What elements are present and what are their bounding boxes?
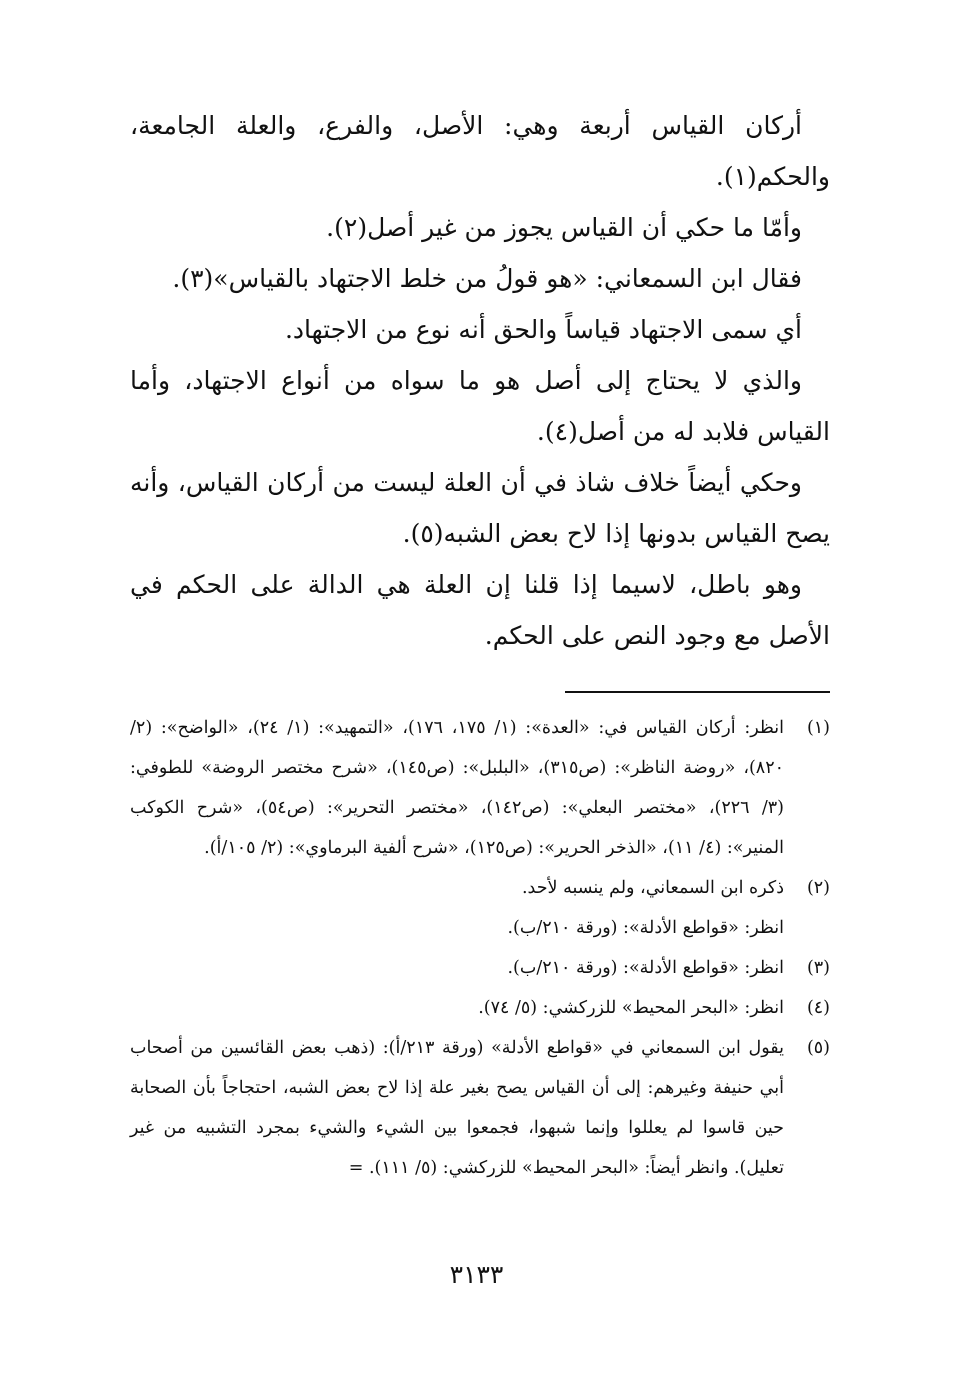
footnote-separator <box>565 691 830 693</box>
paragraph: وأمّا ما حكي أن القياس يجوز من غير أصل(٢). <box>326 213 802 242</box>
footnote-text: يقول ابن السمعاني في «قواطع الأدلة» (ورقة ٢١٣/أ): (ذهب بعض القائسين من أصحاب أبي حنيفة وغيرهم: إلى أن القياس يصح بغير علة إذا لاح بعض الشبه، احتجاجاً بأن الصحابة حين قاسوا لم يعللوا وإنما شبهوا، فجمعوا بين الشيء والشيء بمجرد التشبيه من غير تعليل). وانظر أيضاً: «البحر المحيط» للزركشي: (٥/ ١١١). = <box>130 1038 784 1178</box>
footnote <box>130 988 830 1028</box>
footnote-text <box>130 868 784 948</box>
footnote-number: (١) <box>806 718 830 738</box>
page-number: ٣١٣٣ <box>449 1260 504 1289</box>
footnote-line: انظر: «قواطع الأدلة»: (ورقة ٢١٠/ب). <box>507 918 784 938</box>
footnote-number: (٤) <box>806 998 830 1018</box>
footnote-text: انظر: «البحر المحيط» للزركشي: (٥/ ٧٤). <box>478 998 784 1018</box>
footnote-text: انظر: «قواطع الأدلة»: (ورقة ٢١٠/ب). <box>507 958 784 978</box>
footnote-number: (٣) <box>806 958 830 978</box>
paragraph: وحكي أيضاً خلاف شاذ في أن العلة ليست من أركان القياس، وأنه يصح القياس بدونها إذا لاح بعض الشبه(٥). <box>130 468 830 548</box>
footnote-number: (٢) <box>806 878 830 898</box>
paragraph: أي سمى الاجتهاد قياساً والحق أنه نوع من الاجتهاد. <box>284 315 802 344</box>
footnote-line: ذكره ابن السمعاني، ولم ينسبه لأحد. <box>521 878 784 898</box>
footnote <box>130 708 830 868</box>
footnote-text: انظر: أركان القياس في: «العدة»: (١/ ١٧٥، ١٧٦)، «التمهيد»: (١/ ٢٤)، «الواضح»: (٢/ ٨٢٠)، «روضة الناظر»: (ص٣١٥)، «البلبل»: (ص١٤٥)، «شرح مختصر الروضة» للطوفي: (٣/ ٢٢٦)، «مختصر البعلي»: (ص١٤٢)، «مختصر التحرير»: (ص٥٤)، «شرح الكوكب المنير»: (٤/ ١١)، «الذخر الحرير»: (ص١٢٥)، «شرح ألفية البرماوي»: (٢/ ١٠٥/أ). <box>130 718 784 858</box>
footnote <box>130 868 830 948</box>
paragraph: فقال ابن السمعاني: «هو قولُ من خلط الاجتهاد بالقياس»(٣). <box>172 264 802 293</box>
paragraph: وهو باطل، لاسيما إذا قلنا إن العلة هي الدالة على الحكم في الأصل مع وجود النص على الحكم. <box>130 570 830 650</box>
footnote <box>130 1028 830 1188</box>
main-text <box>130 100 830 661</box>
paragraph: والذي لا يحتاج إلى أصل هو ما سواه من أنواع الاجتهاد، وأما القياس فلابد له من أصل(٤). <box>130 366 830 446</box>
footnote <box>130 948 830 988</box>
footnotes <box>130 708 830 1188</box>
paragraph: أركان القياس أربعة وهي: الأصل، والفرع، والعلة الجامعة، والحكم(١). <box>130 111 830 191</box>
footnote-number: (٥) <box>806 1038 830 1058</box>
